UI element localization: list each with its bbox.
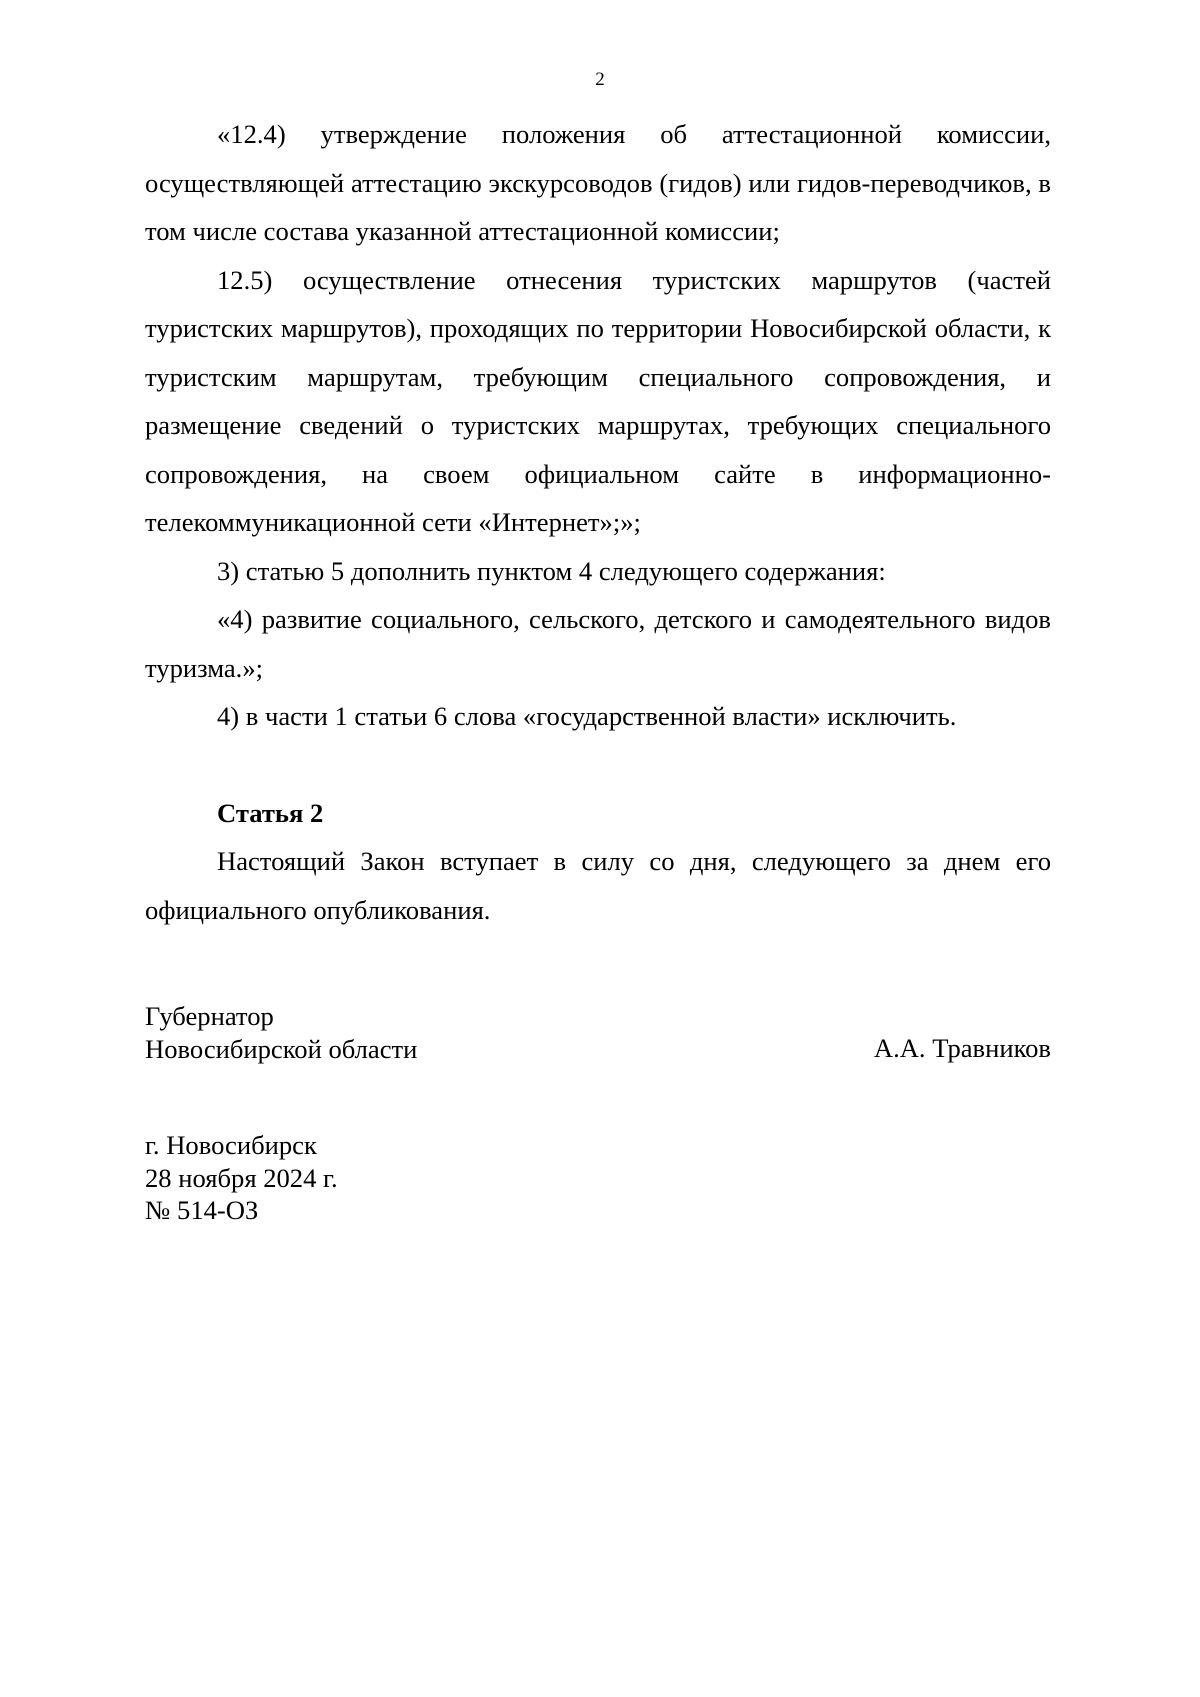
paragraph-item-4: 4) в части 1 статьи 6 слова «государственной власти» исключить. xyxy=(217,701,957,731)
article-2-heading: Статья 2 xyxy=(217,797,324,828)
page-number: 2 xyxy=(595,69,605,90)
signature-title-line2: Новосибирской области xyxy=(145,1033,418,1064)
footer-city: г. Новосибирск xyxy=(145,1130,317,1160)
paragraph-12-4: «12.4) утверждение положения об аттестационной комиссии, осуществляющей аттестацию экскурсоводов (гидов) или гидов-переводчиков, в том числе состава указанной аттестационной комиссии; xyxy=(145,119,1051,246)
paragraph-item-3: 3) статью 5 дополнить пунктом 4 следующего содержания: xyxy=(217,555,886,586)
signature-title-line1: Губернатор xyxy=(145,1001,274,1031)
paragraph-item-4-quote: «4) развитие социального, сельского, детского и самодеятельного видов туризма.»; xyxy=(145,604,1051,683)
footer-law-number: № 514-ОЗ xyxy=(145,1195,259,1225)
document-body xyxy=(145,110,1051,934)
footer-date: 28 ноября 2024 г. xyxy=(145,1162,338,1193)
paragraph-12-5: 12.5) осуществление отнесения туристских маршрутов (частей туристских маршрутов), проходящих по территории Новосибирской области, к туристским маршрутам, требующим специального сопровождения, и размещение сведений о туристских маршрутах, требующих специального сопровождения, на своем официальном сайте в информационно-телекоммуникационной сети «Интернет»;»; xyxy=(145,264,1051,537)
article-2-text: Настоящий Закон вступает в силу со дня, следующего за днем его официального опубликования. xyxy=(145,846,1051,925)
footer-block xyxy=(145,1129,338,1227)
signature-name: А.А. Травников xyxy=(873,1033,1051,1063)
